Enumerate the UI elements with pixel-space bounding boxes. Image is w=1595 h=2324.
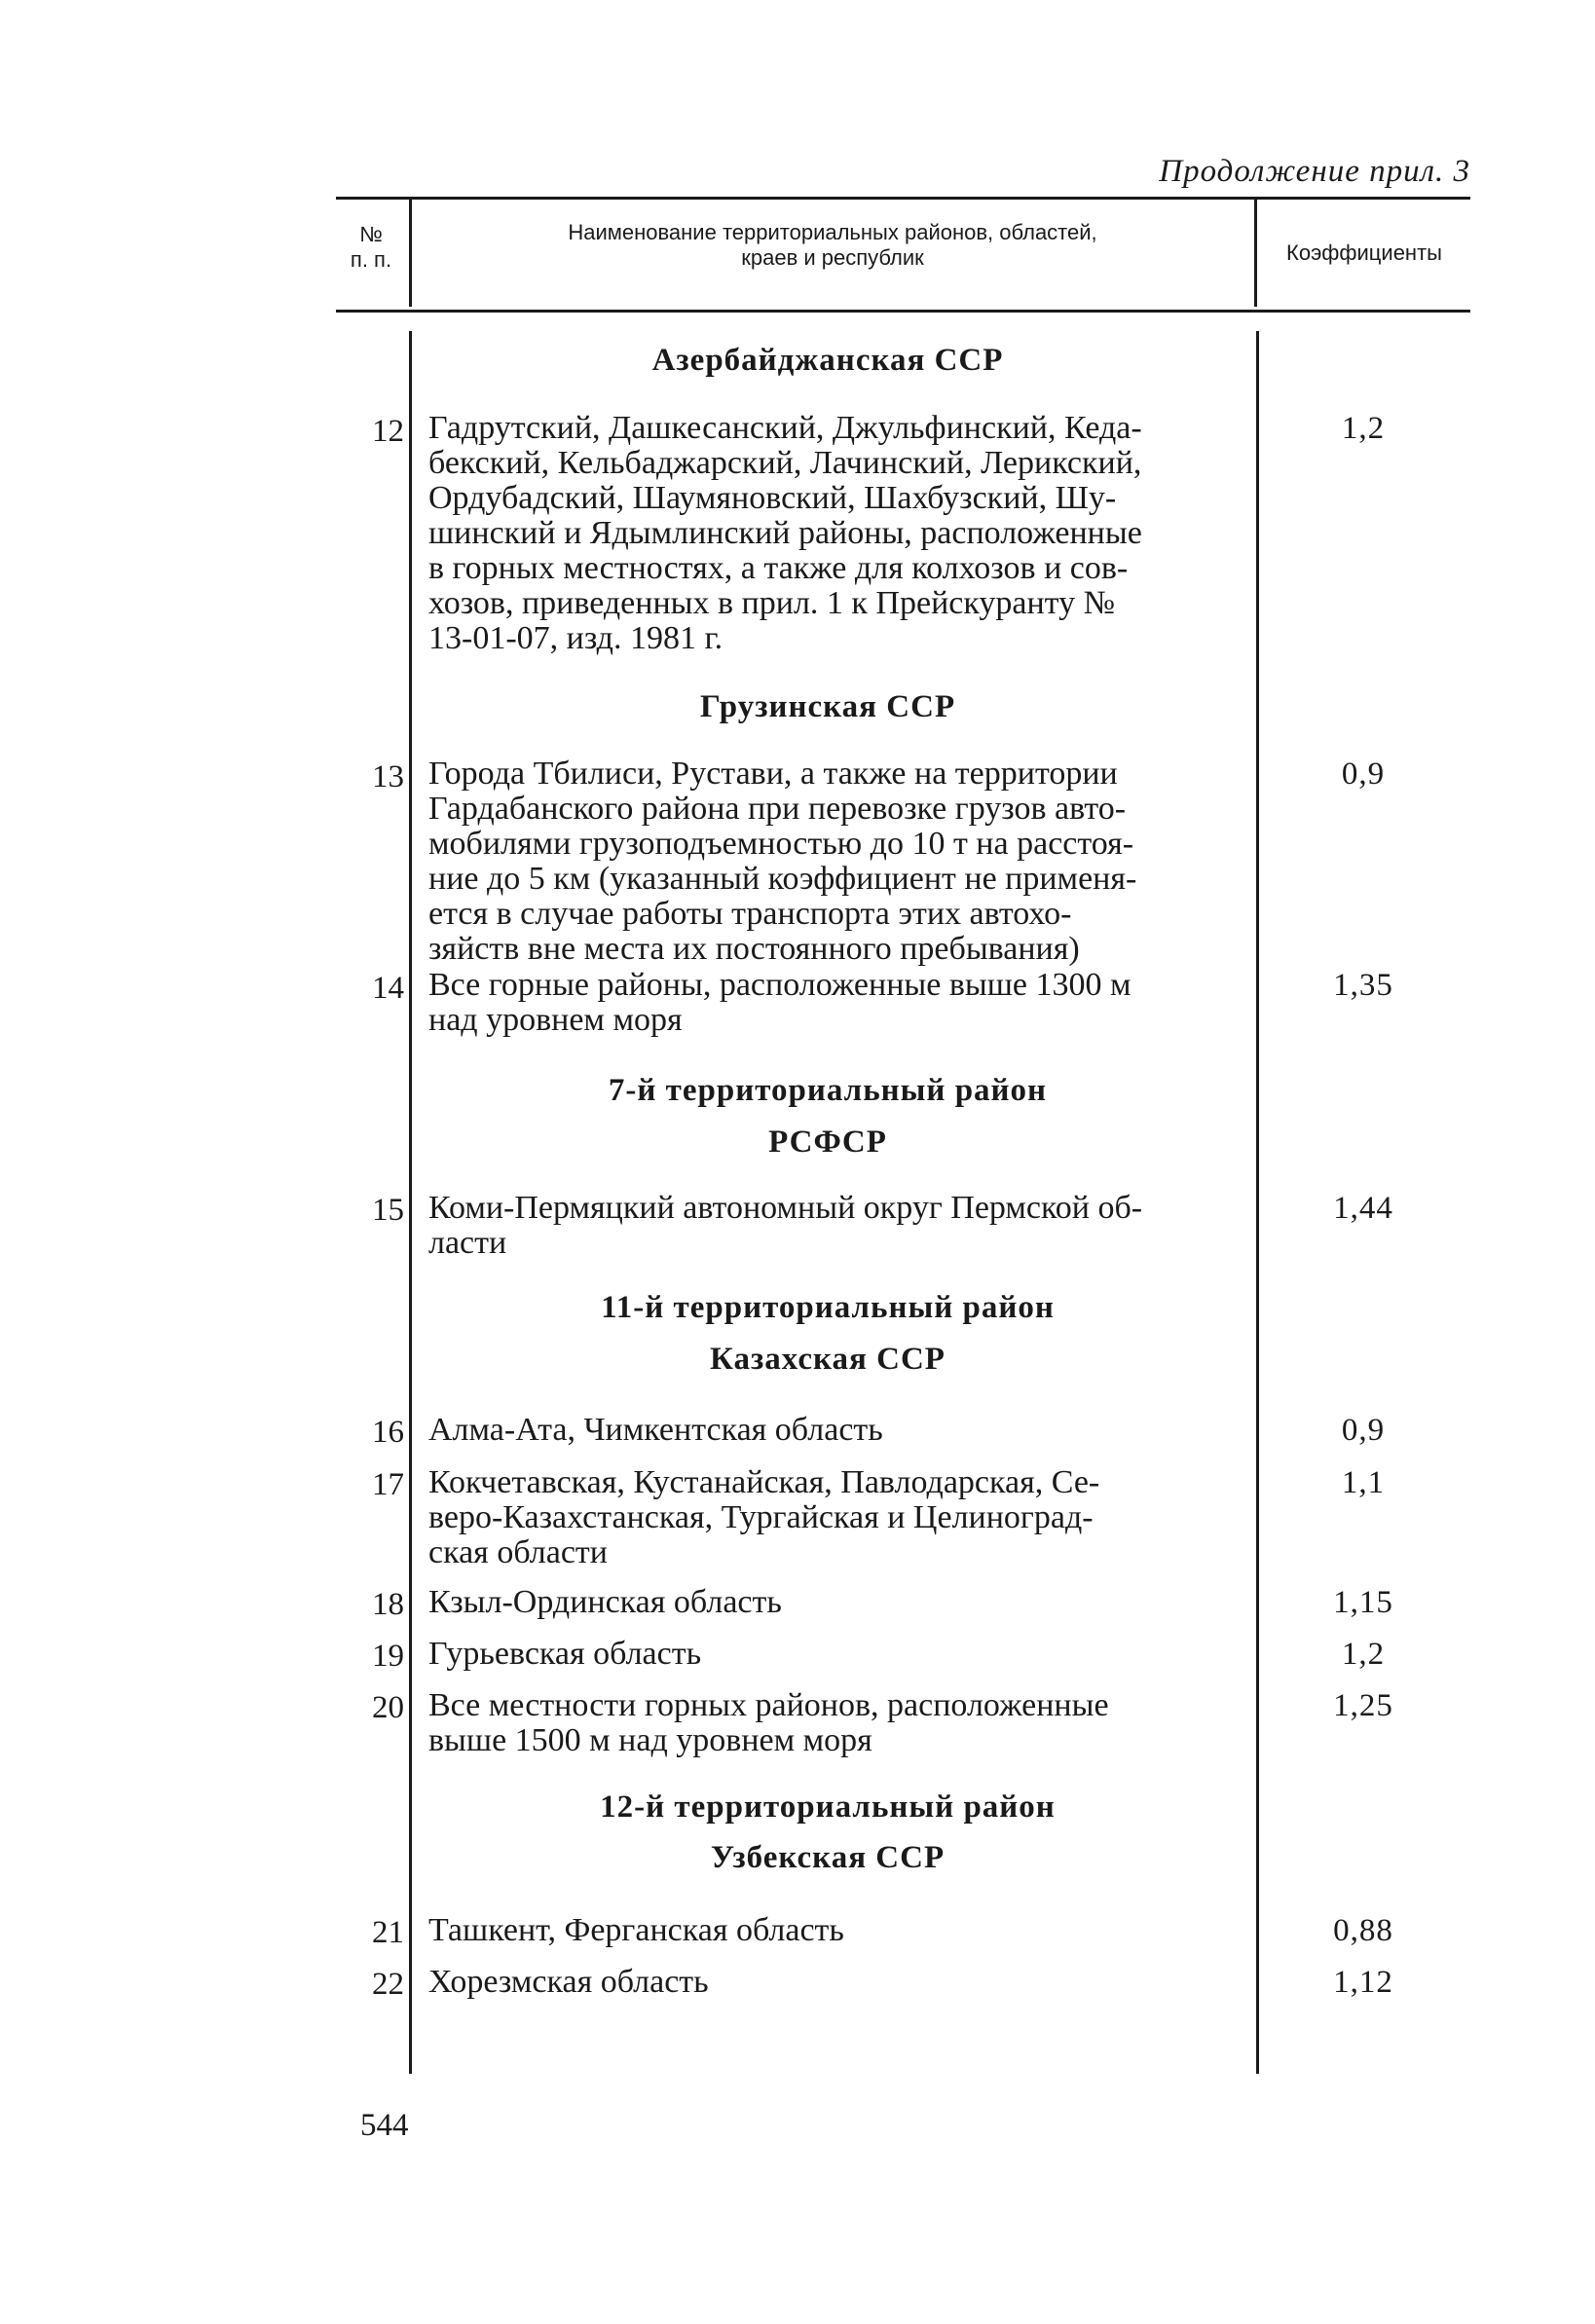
desc-line: Гардабанского района при перевозке грузов авто- (428, 791, 1127, 827)
row-coefficient: 1,15 (1333, 1585, 1393, 1620)
desc-line: ние до 5 км (указанный коэффициент не применя- (428, 861, 1137, 897)
desc-line: ласти (428, 1225, 507, 1261)
desc-line: веро-Казахстанская, Тургайская и Целиноград- (428, 1499, 1094, 1535)
desc-line: Гурьевская область (428, 1636, 702, 1672)
row-coefficient: 1,1 (1341, 1465, 1386, 1500)
row-description (428, 1637, 1254, 1672)
desc-line: хозов, приведенных в прил. 1 к Прейскуранту № (428, 585, 1116, 621)
desc-line: над уровнем моря (428, 1002, 683, 1038)
row-coefficient: 1,44 (1333, 1191, 1393, 1226)
desc-line: Все местности горных районов, расположенные (428, 1687, 1109, 1723)
header-name-line1: Наименование территориальных районов, областей, (568, 220, 1097, 244)
row-description (428, 1413, 1254, 1448)
row-description (428, 1465, 1254, 1570)
desc-line: зяйств вне места их постоянного пребывания) (428, 931, 1080, 967)
desc-line: шинский и Ядымлинский районы, расположенные (428, 515, 1142, 551)
desc-line: бекский, Кельбаджарский, Лачинский, Лерикский, (428, 445, 1142, 481)
row-number: 17 (372, 1467, 404, 1502)
row-description (428, 1965, 1254, 2000)
body-divider-right (1256, 331, 1259, 2074)
page-number: 544 (360, 2108, 409, 2143)
row-description (428, 411, 1254, 656)
desc-line: Ташкент, Ферганская область (428, 1912, 844, 1948)
row-coefficient: 0,9 (1341, 1413, 1386, 1448)
section-uzbek: Узбекская ССР (710, 1840, 946, 1875)
section-district-12: 12-й территориальный район (600, 1789, 1056, 1825)
header-name-line2: краев и республик (741, 245, 924, 270)
section-azerbaijan: Азербайджанская ССР (651, 343, 1004, 378)
row-number: 22 (372, 1967, 404, 2002)
desc-line: Коми-Пермяцкий автономный округ Пермской об- (428, 1190, 1143, 1226)
table-top-rule (336, 197, 1470, 200)
desc-line: ется в случае работы транспорта этих автохо- (428, 896, 1072, 932)
header-number-abbr: п. п. (350, 247, 392, 272)
section-district-7: 7-й территориальный район (608, 1073, 1048, 1108)
desc-line: Кзыл-Ординская область (428, 1584, 782, 1620)
row-coefficient: 0,9 (1341, 756, 1386, 792)
header-bottom-rule (336, 310, 1470, 313)
row-number: 14 (372, 971, 404, 1006)
section-district-11: 11-й территориальный район (601, 1290, 1055, 1325)
row-number: 21 (372, 1915, 404, 1950)
header-divider-left (409, 200, 412, 307)
desc-line: Гадрутский, Дашкесанский, Джульфинский, Кеда- (428, 410, 1142, 446)
row-number: 13 (372, 759, 404, 794)
row-description (428, 1191, 1254, 1261)
section-rsfsr: РСФСР (768, 1125, 887, 1160)
header-coef-cell: Коэффициенты (1286, 240, 1442, 265)
desc-line: Все горные районы, расположенные выше 1300 м (428, 967, 1131, 1003)
row-description (428, 756, 1254, 967)
row-number: 20 (372, 1690, 404, 1725)
row-number: 19 (372, 1639, 404, 1674)
desc-line: выше 1500 м над уровнем моря (428, 1722, 872, 1758)
row-description (428, 1688, 1254, 1758)
header-divider-right (1254, 200, 1257, 307)
desc-line: Города Тбилиси, Рустави, а также на территории (428, 756, 1118, 792)
row-description (428, 1913, 1254, 1948)
desc-line: Алма-Ата, Чимкентская область (428, 1412, 883, 1448)
row-coefficient: 1,35 (1333, 968, 1393, 1003)
row-coefficient: 1,25 (1333, 1688, 1393, 1723)
desc-line: в горных местностях, а также для колхозов и сов- (428, 550, 1129, 586)
row-coefficient: 0,88 (1333, 1913, 1393, 1948)
row-number: 12 (372, 414, 404, 449)
desc-line: 13-01-07, изд. 1981 г. (428, 620, 723, 656)
row-description (428, 1585, 1254, 1620)
row-number: 15 (372, 1193, 404, 1228)
desc-line: Хорезмская область (428, 1964, 709, 2000)
header-number-sign: № (359, 222, 383, 246)
row-number: 16 (372, 1415, 404, 1450)
header-name-cell (414, 220, 1251, 271)
row-coefficient: 1,2 (1341, 411, 1386, 446)
desc-line: Кокчетавская, Кустанайская, Павлодарская, Се- (428, 1464, 1100, 1500)
desc-line: ская области (428, 1534, 608, 1570)
row-number: 18 (372, 1587, 404, 1622)
row-coefficient: 1,2 (1341, 1637, 1386, 1672)
desc-line: Ордубадский, Шаумяновский, Шахбузский, Шу- (428, 480, 1117, 516)
desc-line: мобилями грузоподъемностью до 10 т на расстоя- (428, 826, 1134, 862)
row-description (428, 968, 1254, 1038)
row-coefficient: 1,12 (1333, 1965, 1393, 2000)
section-kazakh: Казахская ССР (710, 1342, 946, 1377)
continuation-caption: Продолжение прил. 3 (1159, 154, 1470, 189)
section-georgia: Грузинская ССР (699, 689, 956, 724)
header-number-cell (336, 222, 406, 273)
